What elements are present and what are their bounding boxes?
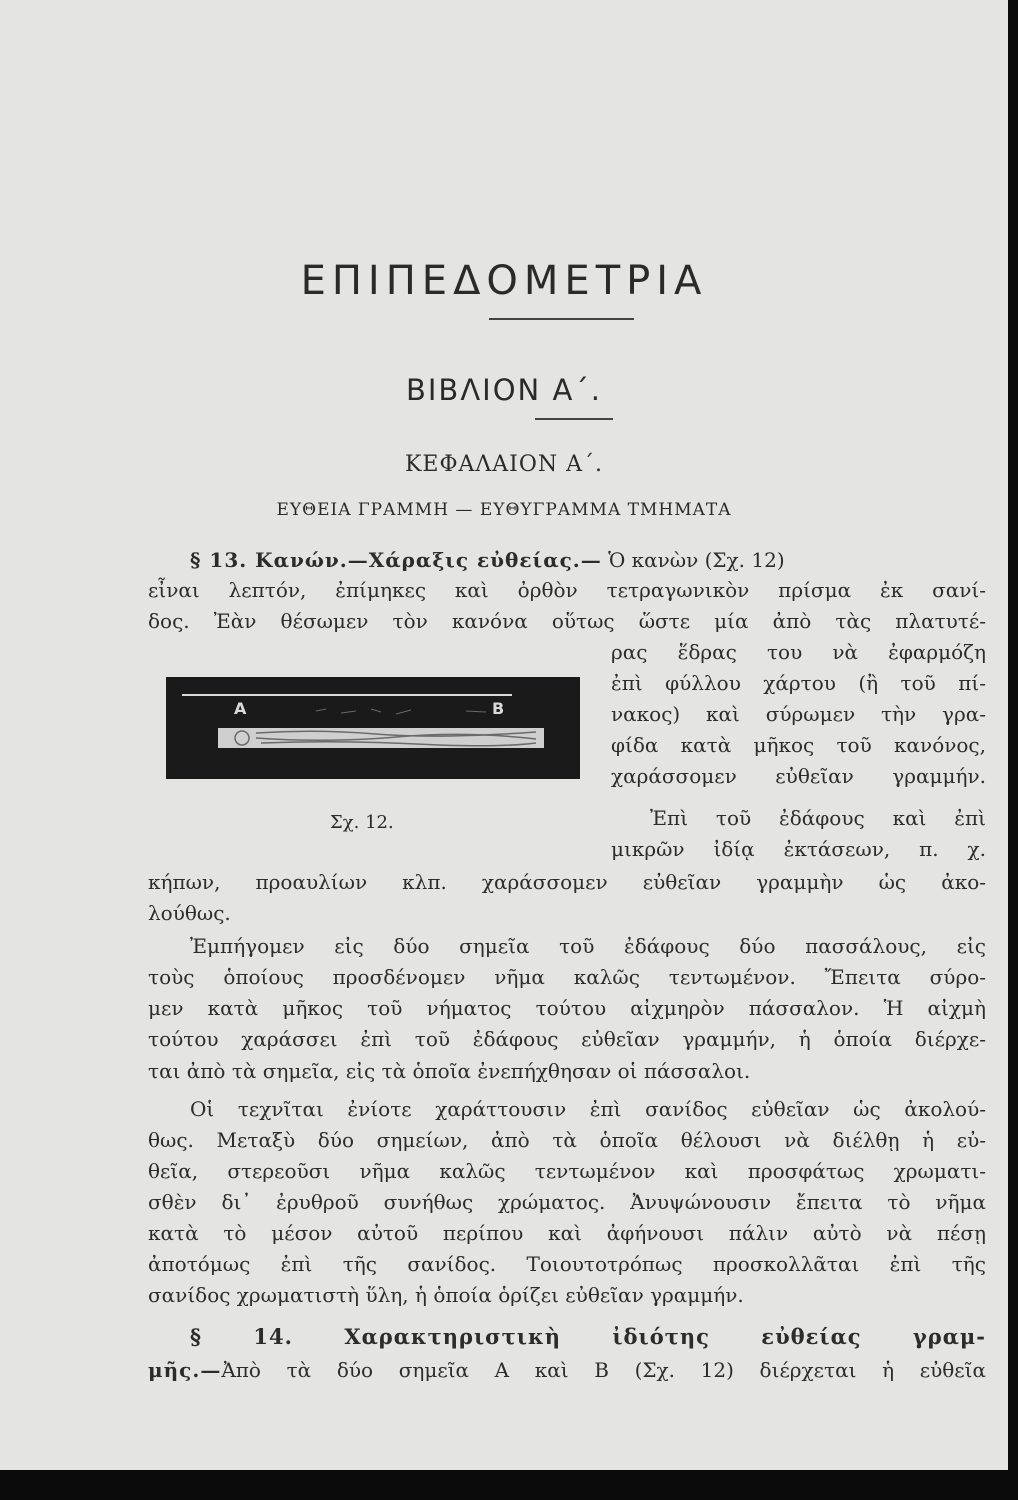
section-13-text-19: θεῖα, στερεοῦσι νῆμα καλῶς τεντωμένον καὶ προσφάτως χρωματι- [148, 1159, 986, 1183]
figure-caption: Σχ. 12. [330, 812, 394, 833]
chapter-subtitle: ΕΥΘΕΙΑ ΓΡΑΜΜΗ — ΕΥΘΥΓΡΑΜΜΑ ΤΜΗΜΑΤΑ [276, 500, 732, 520]
section-13-text-5: νακος) καὶ σύρωμεν τὴν γρα- [611, 702, 986, 726]
section-13-text-22: ἀποτόμως ἐπὶ τῆς σανίδος. Τοιουτοτρόπως προσκολλᾶται ἐπὶ τῆς [148, 1252, 986, 1276]
section-13-text-21: κατὰ τὸ μέσον αὐτοῦ περίπου καὶ ἀφήνουσι πάλιν αὐτὸ νὰ πέσῃ [148, 1221, 986, 1245]
section-13-text-2: δος. Ἐὰν θέσωμεν τὸν κανόνα οὕτως ὥστε μία ἀπὸ τὰς πλατυτέ- [148, 609, 986, 633]
section-13-text-6: φίδα κατὰ μῆκος τοῦ κανόνος, [611, 733, 986, 757]
ruler-illustration [166, 677, 580, 779]
section-13-heading: § 13. Κανών.—Χάραξις εὐθείας.— [190, 548, 602, 572]
point-b-label: B [492, 699, 505, 718]
section-13-text-3: ρας ἕδρας του νὰ ἐφαρμόζη [611, 640, 986, 664]
chapter-title: ΚΕΦΑΛΑΙΟΝ Α΄. [404, 452, 604, 477]
section-13-text-16: ται ἀπὸ τὰ σημεῖα, εἰς τὰ ὁποῖα ἐνεπήχθησαν οἱ πάσσαλοι. [148, 1059, 751, 1083]
section-13-heading-line [190, 545, 986, 575]
section-13-text-14: μεν κατὰ μῆκος τοῦ νήματος τούτου αἰχμηρὸν πάσσαλον. Ἡ αἰχμὴ [148, 996, 986, 1020]
section-13-text-20: σθὲν δι᾽ ἐρυθροῦ συνήθως χρώματος. Ἀνυψώνουσιν ἔπειτα τὸ νῆμα [148, 1190, 986, 1214]
section-13-text-10: κήπων, προαυλίων κλπ. χαράσσομεν εὐθεῖαν γραμμὴν ὡς ἀκο- [148, 870, 986, 894]
figure-ruler [166, 677, 580, 779]
book-title: ΕΠΙΠΕΔΟΜΕΤΡΙΑ [300, 258, 708, 304]
section-13-text-9: μικρῶν ἰδίᾳ ἐκτάσεων, π. χ. [611, 837, 986, 861]
section-13-text-12: Ἐμπήγομεν εἰς δύο σημεῖα τοῦ ἐδάφους δύο πασσάλους, εἰς [190, 934, 986, 958]
section-14-heading-line-2 [148, 1355, 986, 1385]
section-13-text-17: Οἱ τεχνῖται ἐνίοτε χαράττουσιν ἐπὶ σανίδος εὐθεῖαν ὡς ἀκολού- [190, 1097, 986, 1121]
section-13-text-23: σανίδος χρωματιστὴ ὕλη, ἡ ὁποία ὁρίζει εὐθεῖαν γραμμήν. [148, 1283, 744, 1307]
book-number: ΒΙΒΛΙΟΝ Α΄. [405, 373, 603, 407]
section-14-text: Ἀπὸ τὰ δύο σημεῖα Α καὶ Β (Σχ. 12) διέρχεται ἡ εὐθεῖα [221, 1358, 986, 1382]
section-13-text-8: Ἐπὶ τοῦ ἐδάφους καὶ ἐπὶ [650, 806, 986, 830]
section-13-text-7: χαράσσομεν εὐθεῖαν γραμμήν. [611, 764, 986, 788]
book-divider [535, 418, 613, 420]
section-13-text-15: τούτου χαράσσει ἐπὶ τοῦ ἐδάφους εὐθεῖαν γραμμήν, ἡ ὁποία διέρχε- [148, 1027, 986, 1051]
section-13-text-4: ἐπὶ φύλλου χάρτου (ἢ τοῦ πί- [611, 671, 986, 695]
section-13-text-18: θως. Μεταξὺ δύο σημείων, ἀπὸ τὰ ὁποῖα θέλουσι νὰ διέλθῃ ἡ εὐ- [148, 1128, 986, 1152]
section-13-text-1: εἶναι λεπτόν, ἐπίμηκες καὶ ὀρθὸν τετραγωνικὸν πρίσμα ἐκ σανί- [148, 578, 986, 602]
point-a-label: A [234, 699, 247, 718]
title-divider [489, 318, 634, 320]
section-13-text-0: Ὁ κανὼν (Σχ. 12) [608, 548, 785, 572]
section-13-text-11: λούθως. [148, 901, 231, 925]
section-13-text-13: τοὺς ὁποίους προσδένομεν νῆμα καλῶς τεντωμένον. Ἔπειτα σύρο- [148, 965, 986, 989]
section-14-heading-end: μῆς.— [148, 1358, 222, 1382]
section-14-heading: § 14. Χαρακτηριστικὴ ἰδιότης εὐθείας γραμ- [190, 1324, 986, 1349]
